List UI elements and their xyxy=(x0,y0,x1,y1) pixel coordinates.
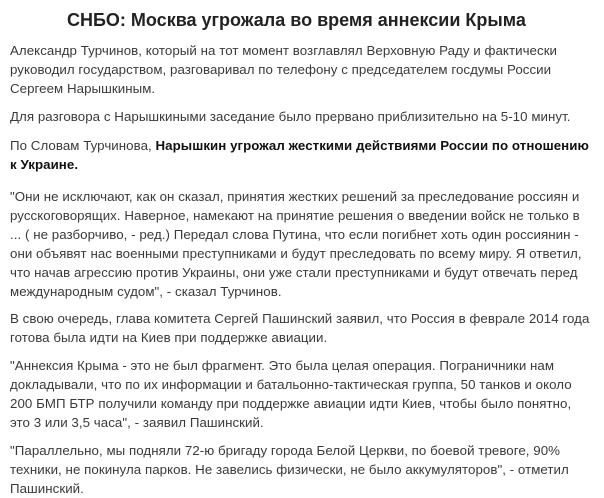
paragraph-bold-quote: Нарышкин угрожал жесткими действиями России по отношению к Украине. xyxy=(10,138,589,172)
article-paragraph-quote: "Параллельно, мы подняли 72-ю бригаду города Белой Церкви, по боевой тревоге, 90% техники, не покинула парков. Не завелись физически, не было аккумуляторов", - отметил Пашинский. xyxy=(10,443,569,496)
article-headline: СНБО: Москва угрожала во время аннексии Крыма xyxy=(67,10,526,30)
paragraph-lead-text: По Словам Турчинова, xyxy=(10,138,156,153)
article-paragraph-quote: "Аннексия Крыма - это не был фрагмент. Это была целая операция. Пограничники нам докладывали, что по их информации и батальонно-тактическая группа, 50 танков и около 200 БМП БТР получили команду при поддержке авиации идти Киев, чтобы было понятно, это 3 или 3,5 часа", - заявил Пашинский. xyxy=(10,358,572,430)
article-paragraph xyxy=(10,136,594,174)
article-paragraph-quote: "Они не исключают, как он сказал, принятия жестких решений за преследование россиян и русскоговорящих. Наверное, намекают на принятие решения о введении войск не только в ... ( не разборчиво, - ред.) Передал слова Путина, что если погибнет хоть один россиянин - они объявят нас военными преступниками и будут преследовать по всему миру. Я ответил, что начав агрессию против Украины, они уже стали преступниками и будут отвечать перед международным судом", - сказал Турчинов. xyxy=(10,189,582,299)
article-paragraph: Александр Турчинов, который на тот момент возглавлял Верховную Раду и фактически руководил государством, разговаривал по телефону с председателем госдумы России Сергеем Нарышкиным. xyxy=(10,43,558,96)
article-paragraph: В свою очередь, глава комитета Сергей Пашинский заявил, что Россия в феврале 2014 года готова была идти на Киев при поддержке авиации. xyxy=(10,311,590,345)
article-paragraph: Для разговора с Нарышкиными заседание было прервано приблизительно на 5-10 минут. xyxy=(10,109,571,124)
article xyxy=(10,0,594,496)
